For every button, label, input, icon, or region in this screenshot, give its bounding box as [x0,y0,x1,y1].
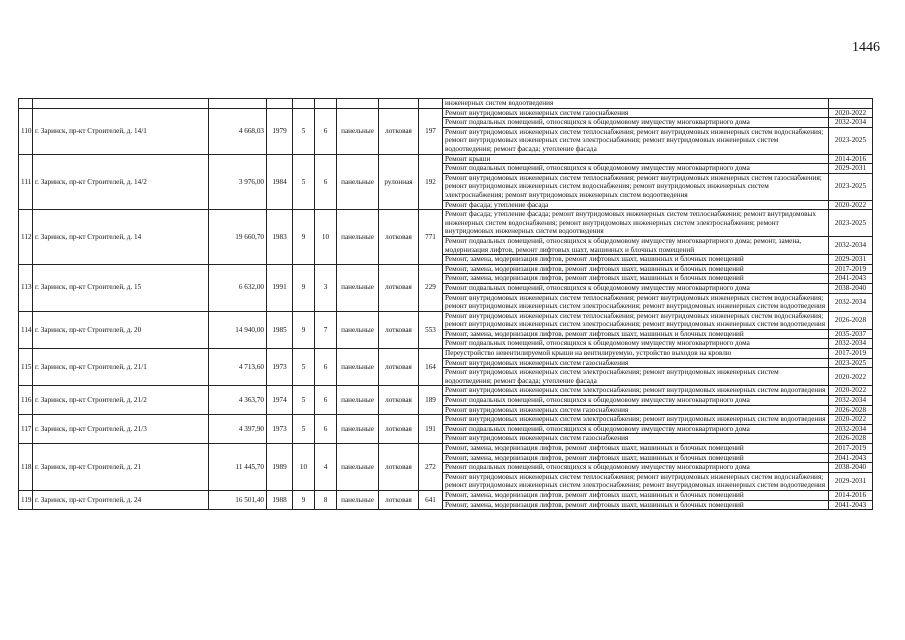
building-area: 16 501,40 [209,490,267,509]
floors-count: 5 [293,108,315,154]
wall-material: панельные [337,415,379,444]
roof-type: лотковая [379,210,419,265]
building-number: 111 [19,154,33,210]
work-period: 2020-2022 [829,415,873,425]
work-description: Ремонт внутридомовых инженерных систем газоснабжения [443,358,829,368]
building-address: г. Заринск, пр-кт Строителей, д. 24 [33,490,209,509]
residents-count: 641 [419,490,443,509]
roof-type: лотковая [379,444,419,491]
entrances-count: 6 [315,415,337,444]
building-area: 4 363,70 [209,386,267,415]
wall-material: панельные [337,311,379,348]
work-description: Ремонт, замена, модернизация лифтов, ремонт лифтовых шахт, машинных и блочных помещений [443,264,829,274]
work-description: Ремонт подвальных помещений, относящихся к общедомовому имуществу многоквартирного дома [443,463,829,473]
work-description: Ремонт, замена, модернизация лифтов, ремонт лифтовых шахт, машинных и блочных помещений [443,329,829,339]
wall-material: панельные [337,349,379,386]
work-description: Ремонт внутридомовых инженерных систем газоснабжения [443,108,829,118]
work-description: Ремонт, замена, модернизация лифтов, ремонт лифтовых шахт, машинных и блочных помещений [443,500,829,510]
work-period: 2035-2037 [829,329,873,339]
residents-count: 164 [419,349,443,386]
work-period: 2041-2043 [829,453,873,463]
work-description: Ремонт фасада; утепление фасада [443,200,829,210]
floors-count: 5 [293,386,315,415]
build-year: 1973 [267,415,293,444]
work-period: 2041-2043 [829,500,873,510]
work-description: Ремонт внутридомовых инженерных систем теплоснабжения; ремонт внутридомовых инженерных систем газоснабжения; ремонт внутридомовых инженерных систем водоснабжения; ремонт внутридомовых инженерных систем электроснабжения; ремонт внутридомовых инженерных систем водоотведения [443,173,829,200]
building-address: г. Заринск, пр-кт Строителей, д. 21/3 [33,415,209,444]
work-period: 2023-2025 [829,210,873,237]
work-period: 2014-2016 [829,490,873,500]
residents-count: 197 [419,108,443,154]
residents-count: 189 [419,386,443,415]
work-period: 2020-2022 [829,108,873,118]
table-row [19,444,873,454]
roof-type: лотковая [379,386,419,415]
wall-material: панельные [337,108,379,154]
roof-type: лотковая [379,311,419,348]
work-description: Ремонт подвальных помещений, относящихся к общедомовому имуществу многоквартирного дома [443,283,829,293]
roof-type: лотковая [379,490,419,509]
build-year: 1984 [267,154,293,210]
work-description: Ремонт, замена, модернизация лифтов, ремонт лифтовых шахт, машинных и блочных помещений [443,274,829,284]
building-number: 113 [19,264,33,311]
entrances-count: 6 [315,386,337,415]
building-area: 14 940,00 [209,311,267,348]
work-period: 2014-2016 [829,154,873,164]
work-period: 2017-2019 [829,349,873,359]
work-description: Ремонт внутридомовых инженерных систем газоснабжения [443,405,829,415]
work-period: 2032-2034 [829,339,873,349]
floors-count: 9 [293,490,315,509]
floors-count: 5 [293,415,315,444]
work-description: Ремонт внутридомовых инженерных систем газоснабжения [443,434,829,444]
building-area: 3 976,00 [209,154,267,210]
building-number: 117 [19,415,33,444]
wall-material: панельные [337,210,379,265]
work-period: 2023-2025 [829,358,873,368]
work-description: Ремонт, замена, модернизация лифтов, ремонт лифтовых шахт, машинных и блочных помещений [443,490,829,500]
work-description: Ремонт крыши [443,154,829,164]
repair-register-table [18,98,873,510]
build-year: 1989 [267,444,293,491]
residents-count: 191 [419,415,443,444]
work-period: 2026-2028 [829,405,873,415]
work-period: 2038-2040 [829,283,873,293]
work-description: Ремонт внутридомовых инженерных систем теплоснабжения; ремонт внутридомовых инженерных систем водоснабжения; ремонт внутридомовых инженерных систем электроснабжения; ремонт внутридомовых инженерных систем водоотведения; ремонт фасада; утепление фасада [443,127,829,154]
table-row [19,349,873,359]
work-period: 2041-2043 [829,274,873,284]
building-number: 114 [19,311,33,348]
work-period: 2029-2031 [829,472,873,490]
work-period: 2020-2022 [829,386,873,396]
work-period: 2038-2040 [829,463,873,473]
work-description: Ремонт внутридомовых инженерных систем теплоснабжения; ремонт внутридомовых инженерных систем водоснабжения; ремонт внутридомовых инженерных систем электроснабжения; ремонт внутридомовых инженерных систем водоотведения [443,293,829,311]
building-number: 118 [19,444,33,491]
floors-count: 9 [293,210,315,265]
building-area: 11 445,70 [209,444,267,491]
entrances-count: 10 [315,210,337,265]
page-number: 1446 [852,40,880,55]
building-number: 116 [19,386,33,415]
wall-material: панельные [337,386,379,415]
residents-count: 229 [419,264,443,311]
work-period: 2026-2028 [829,311,873,329]
building-address: г. Заринск, пр-кт Строителей, д. 14/1 [33,108,209,154]
work-description: Ремонт подвальных помещений, относящихся к общедомовому имуществу многоквартирного дома [443,164,829,174]
roof-type: лотковая [379,349,419,386]
residents-count: 771 [419,210,443,265]
building-address: г. Заринск, пр-кт Строителей, д. 21/1 [33,349,209,386]
work-description: Ремонт подвальных помещений, относящихся к общедомовому имуществу многоквартирного дома [443,118,829,128]
table-row [19,154,873,164]
floors-count: 9 [293,264,315,311]
work-period: 2017-2019 [829,444,873,454]
residents-count: 553 [419,311,443,348]
floors-count: 9 [293,311,315,348]
entrances-count: 7 [315,311,337,348]
work-description: Ремонт, замена, модернизация лифтов, ремонт лифтовых шахт, машинных и блочных помещений [443,453,829,463]
table-row [19,108,873,118]
floors-count: 5 [293,154,315,210]
building-address: г. Заринск, пр-кт Строителей, д. 20 [33,311,209,348]
work-period: 2023-2025 [829,173,873,200]
building-number: 112 [19,210,33,265]
work-description: Ремонт, замена, модернизация лифтов, ремонт лифтовых шахт, машинных и блочных помещений [443,255,829,265]
build-year: 1974 [267,386,293,415]
work-description: Ремонт подвальных помещений, относящихся к общедомовому имуществу многоквартирного дома [443,339,829,349]
building-area: 4 713,60 [209,349,267,386]
work-description: Ремонт подвальных помещений, относящихся к общедомовому имуществу многоквартирного дома [443,424,829,434]
wall-material: панельные [337,154,379,210]
roof-type: рулонная [379,154,419,210]
table-row [19,99,873,109]
work-description: Ремонт фасада; утепление фасада; ремонт внутридомовых инженерных систем теплоснабжения; ремонт внутридомовых инженерных систем водоснабжения; ремонт внутридомовых инженерных систем электроснабжения; ремонт внутридомовых инженерных систем водоотведения [443,210,829,237]
work-description: Ремонт подвальных помещений, относящихся к общедомовому имуществу многоквартирного дома; ремонт, замена, модернизация лифтов, ремонт лифтовых шахт, машинных и блочных помещений [443,236,829,254]
work-period: 2020-2022 [829,368,873,386]
build-year: 1991 [267,264,293,311]
work-description: Ремонт внутридомовых инженерных систем электроснабжения; ремонт внутридомовых инженерных систем водоотведения [443,415,829,425]
build-year: 1988 [267,490,293,509]
work-cell: инженерных систем водоотведения [443,99,829,109]
building-number: 110 [19,108,33,154]
floors-count: 5 [293,349,315,386]
work-description: Ремонт внутридомовых инженерных систем теплоснабжения; ремонт внутридомовых инженерных систем водоснабжения; ремонт внутридомовых инженерных систем электроснабжения; ремонт внутридомовых инженерных систем водоотведения [443,472,829,490]
build-year: 1983 [267,210,293,265]
building-area: 6 632,00 [209,264,267,311]
entrances-count: 8 [315,490,337,509]
residents-count: 272 [419,444,443,491]
entrances-count: 4 [315,444,337,491]
building-address: г. Заринск, пр-кт Строителей, д. 14 [33,210,209,265]
table-row [19,415,873,425]
work-period: 2032-2034 [829,293,873,311]
work-description: Ремонт, замена, модернизация лифтов, ремонт лифтовых шахт, машинных и блочных помещений [443,444,829,454]
work-description: Ремонт внутридомовых инженерных систем электроснабжения; ремонт внутридомовых инженерных систем водоотведения [443,386,829,396]
building-number: 115 [19,349,33,386]
table-row [19,386,873,396]
building-area: 4 668,03 [209,108,267,154]
work-period: 2026-2028 [829,434,873,444]
work-period: 2032-2034 [829,396,873,406]
work-description: Ремонт внутридомовых инженерных систем электроснабжения; ремонт внутридомовых инженерных систем водоотведения; ремонт фасада; утепление фасада [443,368,829,386]
work-period: 2020-2022 [829,200,873,210]
building-address: г. Заринск, пр-кт Строителей, д. 15 [33,264,209,311]
entrances-count: 6 [315,108,337,154]
table-row [19,311,873,329]
roof-type: лотковая [379,108,419,154]
entrances-count: 6 [315,154,337,210]
work-period: 2032-2034 [829,236,873,254]
floors-count: 10 [293,444,315,491]
building-area: 4 397,90 [209,415,267,444]
building-address: г. Заринск, пр-кт Строителей, д. 14/2 [33,154,209,210]
work-description: Ремонт подвальных помещений, относящихся к общедомовому имуществу многоквартирного дома [443,396,829,406]
building-address: г. Заринск, пр-кт Строителей, д. 21 [33,444,209,491]
work-description: Переустройство невентилируемой крыши на вентилируемую, устройство выходов на кровлю [443,349,829,359]
work-period: 2023-2025 [829,127,873,154]
wall-material: панельные [337,444,379,491]
work-period: 2032-2034 [829,118,873,128]
build-year: 1973 [267,349,293,386]
residents-count: 192 [419,154,443,210]
wall-material: панельные [337,264,379,311]
entrances-count: 6 [315,349,337,386]
work-period: 2029-2031 [829,164,873,174]
table-row [19,264,873,274]
table-row [19,490,873,500]
entrances-count: 3 [315,264,337,311]
building-number: 119 [19,490,33,509]
build-year: 1985 [267,311,293,348]
roof-type: лотковая [379,264,419,311]
table-row [19,210,873,237]
building-area: 19 660,70 [209,210,267,265]
work-period: 2017-2019 [829,264,873,274]
wall-material: панельные [337,490,379,509]
build-year: 1979 [267,108,293,154]
work-period: 2029-2031 [829,255,873,265]
work-description: Ремонт внутридомовых инженерных систем теплоснабжения; ремонт внутридомовых инженерных систем водоснабжения; ремонт внутридомовых инженерных систем электроснабжения; ремонт внутридомовых инженерных систем водоотведения [443,311,829,329]
building-address: г. Заринск, пр-кт Строителей, д. 21/2 [33,386,209,415]
work-period: 2032-2034 [829,424,873,434]
roof-type: лотковая [379,415,419,444]
